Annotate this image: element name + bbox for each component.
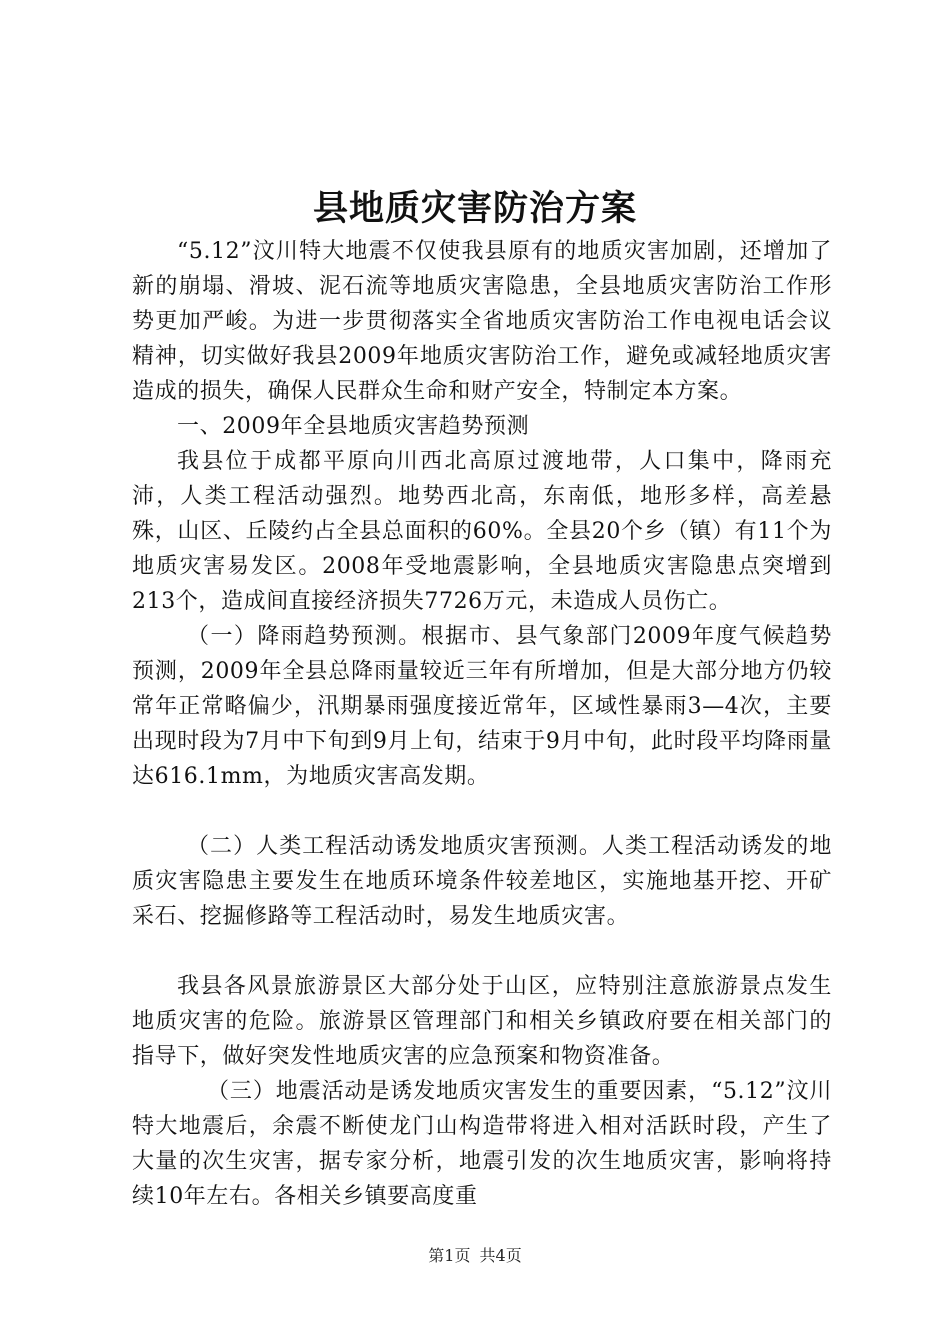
page-footer <box>0 1243 950 1266</box>
tourism-paragraph: 我县各风景旅游景区大部分处于山区，应特别注意旅游景点发生地质灾害的危险。旅游景区管理部门和相关乡镇政府要在相关部门的指导下，做好突发性地质灾害的应急预案和物资准备。 <box>132 974 832 1069</box>
rainfall-forecast-paragraph: （一）降雨趋势预测。根据市、县气象部门2009年度气候趋势预测，2009年全县总降雨量较近三年有所增加，但是大部分地方仍较常年正常略偏少，汛期暴雨强度接近常年，区域性暴雨3—4次，主要出现时段为7月中下旬到9月上旬，结束于9月中旬，此时段平均降雨量达616.1mm，为地质灾害高发期。 <box>132 624 832 789</box>
document-title: 县地质灾害防治方案 <box>312 189 637 229</box>
document-body <box>132 234 832 1214</box>
page-number: 第1页 <box>428 1246 471 1265</box>
section-heading-1: 一、2009年全县地质灾害趋势预测 <box>177 414 530 439</box>
county-overview-paragraph: 我县位于成都平原向川西北高原过渡地带，人口集中，降雨充沛，人类工程活动强烈。地势西北高，东南低，地形多样，高差悬殊，山区、丘陵约占全县总面积的60%。全县20个乡（镇）有11个为地质灾害易发区。2008年受地震影响，全县地质灾害隐患点突增到213个，造成间直接经济损失7726万元，未造成人员伤亡。 <box>132 449 832 614</box>
intro-paragraph: “5.12”汶川特大地震不仅使我县原有的地质灾害加剧，还增加了新的崩塌、滑坡、泥石流等地质灾害隐患，全县地质灾害防治工作形势更加严峻。为进一步贯彻落实全省地质灾害防治工作电视电话会议精神，切实做好我县2009年地质灾害防治工作，避免或减轻地质灾害造成的损失，确保人民群众生命和财产安全，特制定本方案。 <box>132 239 832 404</box>
earthquake-paragraph: （三）地震活动是诱发地质灾害发生的重要因素，“5.12”汶川特大地震后，余震不断使龙门山构造带将进入相对活跃时段，产生了大量的次生灾害，据专家分析，地震引发的次生地质灾害，影响将持续10年左右。各相关乡镇要高度重 <box>132 1079 832 1209</box>
page-total: 共4页 <box>479 1246 522 1265</box>
human-activity-paragraph: （二）人类工程活动诱发地质灾害预测。人类工程活动诱发的地质灾害隐患主要发生在地质环境条件较差地区，实施地基开挖、开矿采石、挖掘修路等工程活动时，易发生地质灾害。 <box>132 834 832 929</box>
